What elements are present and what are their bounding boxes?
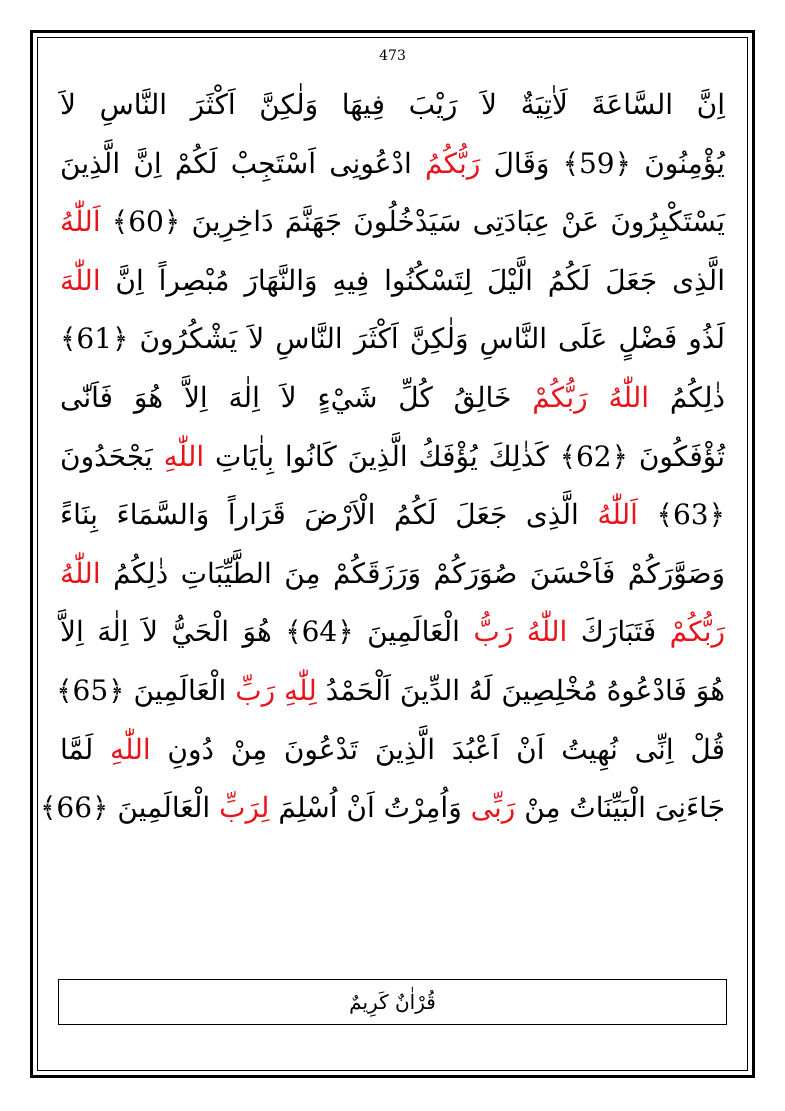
text-segment: يُؤْمِنُونَ ﴿59﴾ وَقَالَ bbox=[480, 146, 725, 180]
text-segment: الْعَالَمِينَ ﴿64﴾ هُوَ الْحَيُّ لاَ اِلٰهَ اِلاَّ bbox=[60, 615, 474, 649]
text-line bbox=[60, 545, 725, 604]
highlighted-text-segment: رَبُّكُمُ bbox=[424, 146, 481, 180]
text-segment: جَاءَنِىَ الْبَيِّنَاتُ مِنْ bbox=[515, 791, 725, 825]
text-line bbox=[60, 486, 725, 545]
text-segment: الْعَالَمِينَ ﴿66﴾ bbox=[40, 791, 220, 825]
text-segment: ادْعُونِى اَسْتَجِبْ لَكُمْ اِنَّ الَّذِينَ bbox=[60, 146, 425, 180]
footer-title-box bbox=[58, 979, 727, 1025]
text-segment: يَجْحَدُونَ bbox=[60, 439, 164, 473]
highlighted-text-segment: اللّٰهِ bbox=[163, 439, 205, 473]
text-line bbox=[60, 76, 725, 135]
text-line bbox=[60, 369, 725, 428]
footer-title: قُرْاٰنٌ كَرِيمٌ bbox=[349, 990, 436, 1014]
highlighted-text-segment: لِلّٰهِ رَبِّ bbox=[235, 673, 317, 707]
text-segment: الَّذِى جَعَلَ لَكُمُ الَّيْلَ لِتَسْكُنُوا فِيهِ وَالنَّهَارَ مُبْصِراً اِنَّ bbox=[100, 263, 725, 297]
text-segment: وَاُمِرْتُ اَنْ اُسْلِمَ bbox=[269, 791, 471, 825]
quran-text-block bbox=[40, 76, 726, 838]
text-line bbox=[56, 662, 725, 721]
text-segment: يَسْتَكْبِرُونَ عَنْ عِبَادَتِى سَيَدْخُلُونَ جَهَنَّمَ دَاخِرِينَ ﴿60﴾ bbox=[100, 205, 725, 239]
highlighted-text-segment: اللّٰهَ bbox=[60, 263, 101, 297]
highlighted-text-segment: اللّٰهُ رَبُّ bbox=[473, 615, 568, 649]
text-segment: خَالِقُ كُلِّ شَيْءٍ لاَ اِلٰهَ اِلاَّ هُوَ فَاَنّٰى bbox=[60, 380, 533, 414]
highlighted-text-segment: اللّٰهُ bbox=[60, 556, 101, 590]
text-segment: الْعَالَمِينَ ﴿65﴾ bbox=[56, 673, 236, 707]
text-line bbox=[60, 428, 725, 487]
text-line bbox=[60, 310, 725, 369]
text-segment: وَصَوَّرَكُمْ فَاَحْسَنَ صُوَرَكُمْ وَرَزَقَكُمْ مِنَ الطَّيِّبَاتِ ذٰلِكُمُ bbox=[100, 556, 725, 590]
text-segment: لَمَّا bbox=[60, 732, 111, 766]
text-line bbox=[60, 721, 725, 780]
text-segment: قُلْ اِنِّى نُهِيتُ اَنْ اَعْبُدَ الَّذِينَ تَدْعُونَ مِنْ دُونِ bbox=[150, 732, 725, 766]
text-line bbox=[60, 193, 725, 252]
text-line bbox=[60, 603, 725, 662]
text-segment: هُوَ فَادْعُوهُ مُخْلِصِينَ لَهُ الدِّينَ اَلْحَمْدُ bbox=[316, 673, 725, 707]
highlighted-text-segment: رَبُّكُمْ bbox=[669, 615, 726, 649]
text-segment: اِنَّ السَّاعَةَ لَاٰتِيَةٌ لاَ رَيْبَ فِيهَا وَلٰكِنَّ اَكْثَرَ النَّاسِ لاَ bbox=[60, 88, 725, 121]
text-segment: ذٰلِكُمُ bbox=[649, 380, 725, 414]
text-segment: الَّذِى جَعَلَ لَكُمُ الْاَرْضَ قَرَاراً وَالسَّمَاءَ بِنَاءً bbox=[60, 498, 598, 532]
text-segment: تُؤْفَكُونَ ﴿62﴾ كَذٰلِكَ يُؤْفَكُ الَّذِينَ كَانُوا بِاٰيَاتِ bbox=[204, 439, 725, 473]
highlighted-text-segment: اللّٰهِ bbox=[110, 732, 151, 766]
highlighted-text-segment: اللّٰهُ رَبُّكُمْ bbox=[532, 380, 650, 414]
text-segment: فَتَبَارَكَ bbox=[567, 615, 670, 649]
highlighted-text-segment: اَللّٰهُ bbox=[60, 205, 101, 239]
text-segment: لَذُو فَضْلٍ عَلَى النَّاسِ وَلٰكِنَّ اَكْثَرَ النَّاسِ لاَ يَشْكُرُونَ ﴿61﴾ bbox=[60, 322, 725, 356]
text-line bbox=[60, 252, 725, 311]
text-line bbox=[40, 779, 725, 838]
text-segment: ﴿63﴾ bbox=[637, 498, 725, 532]
page-number: 473 bbox=[379, 48, 406, 64]
highlighted-text-segment: اَللّٰهُ bbox=[597, 498, 638, 532]
highlighted-text-segment: لِرَبِّ bbox=[219, 791, 270, 825]
highlighted-text-segment: رَبِّى bbox=[470, 791, 516, 825]
text-line bbox=[60, 135, 725, 194]
